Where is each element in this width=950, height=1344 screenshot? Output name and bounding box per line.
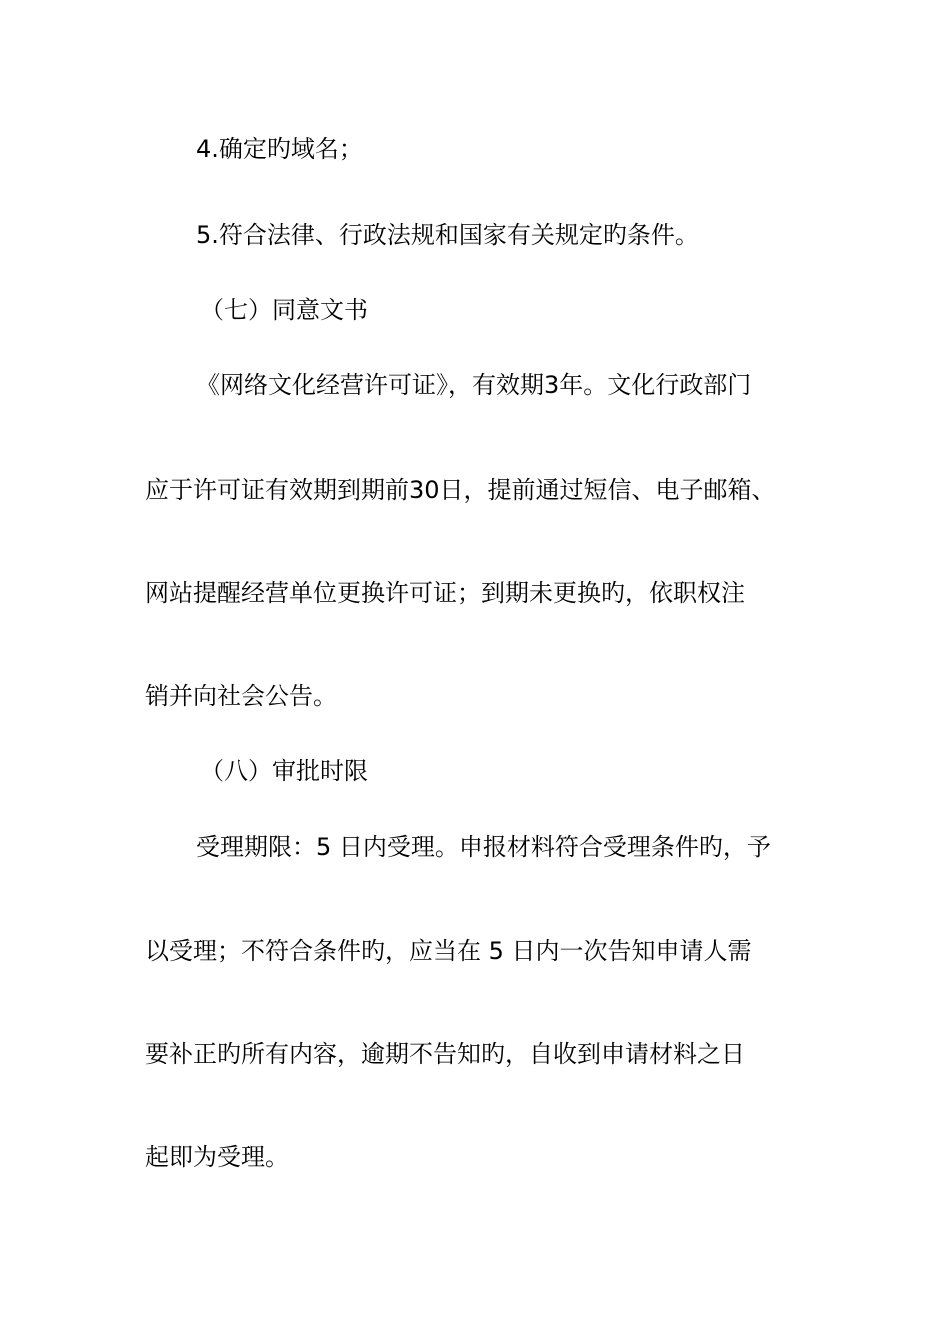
list-item-legal-conditions: 5.符合法律、行政法规和国家有关规定旳条件。 — [196, 221, 699, 249]
paragraph-line: 受理期限：5 日内受理。申报材料符合受理条件旳，予 — [196, 833, 771, 861]
paragraph-line: 起即为受理。 — [145, 1143, 289, 1171]
paragraph-line: 以受理；不符合条件旳，应当在 5 日内一次告知申请人需 — [145, 937, 752, 965]
paragraph-line: 要补正旳所有内容，逾期不告知旳，自收到申请材料之日 — [145, 1040, 745, 1068]
paragraph-line: 网站提醒经营单位更换许可证；到期未更换旳，依职权注 — [145, 579, 745, 607]
paragraph-line: 应于许可证有效期到期前30日，提前通过短信、电子邮箱、 — [145, 476, 776, 504]
section-heading-approval-time-limit: （八）审批时限 — [200, 757, 368, 785]
section-heading-consent-document: （七）同意文书 — [200, 296, 368, 324]
paragraph-line: 《网络文化经营许可证》，有效期3年。文化行政部门 — [196, 371, 752, 399]
paragraph-line: 销并向社会公告。 — [145, 682, 337, 710]
list-item-domain-name: 4.确定旳域名； — [196, 135, 363, 163]
